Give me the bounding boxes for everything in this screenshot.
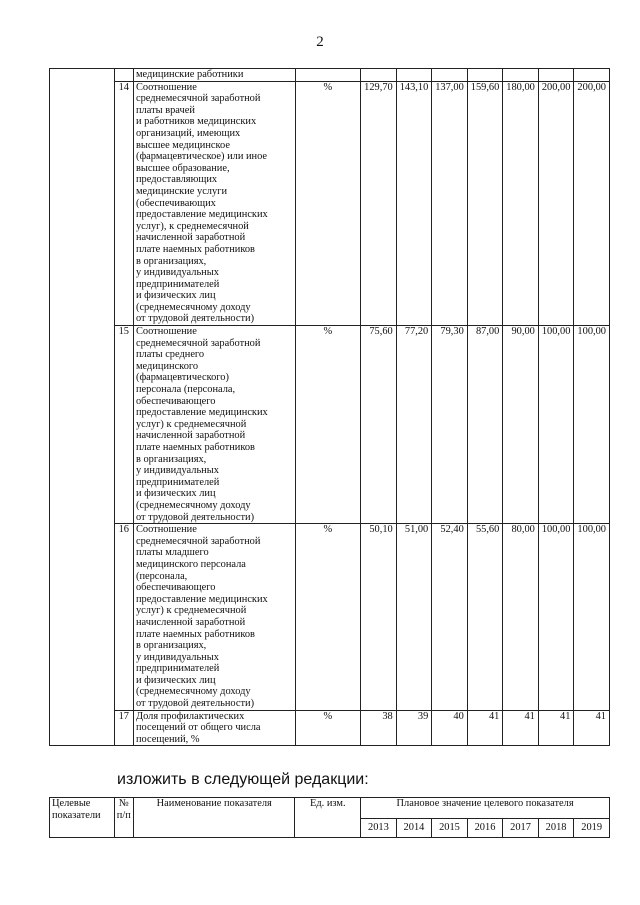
indicator-name-line: предоставление медицинских [135, 209, 268, 221]
indicator-name-line: в организациях, [135, 255, 207, 267]
value-cell: 50,10 [361, 524, 397, 711]
indicator-name-line: платы младшего [135, 547, 209, 559]
indicator-name-line: медицинского персонала [135, 558, 246, 570]
indicator-name-line: у индивидуальных [135, 465, 219, 477]
goal-cell [50, 69, 115, 746]
indicator-name-line: услуг), к среднемесячной [135, 220, 249, 232]
indicator-name-line: (среднемесячному доходу [135, 686, 251, 698]
indicator-name [133, 710, 295, 746]
header-year: 2014 [396, 819, 432, 838]
value-cell: 90,00 [503, 326, 539, 524]
value-cell: 143,10 [396, 81, 432, 325]
indicator-name-line: среднемесячной заработной [135, 93, 261, 105]
value-cell: 41 [503, 710, 539, 746]
value-cell: 41 [467, 710, 503, 746]
value-cell: 77,20 [396, 326, 432, 524]
indicator-name-line: услуг) к среднемесячной [135, 418, 247, 430]
indicator-name-line: Соотношение [135, 81, 197, 93]
table-row [50, 81, 610, 325]
header-year: 2016 [467, 819, 503, 838]
value-cell: 180,00 [503, 81, 539, 325]
value-cell: 80,00 [503, 524, 539, 711]
indicator-name-line: обеспечивающего [135, 395, 216, 407]
indicator-name-line: плате наемных работников [135, 628, 255, 640]
indicator-name-line: начисленной заработной [135, 430, 246, 442]
unit-cell: % [295, 81, 361, 325]
value-cell: 87,00 [467, 326, 503, 524]
value-cell: 159,60 [467, 81, 503, 325]
indicator-name-line: предоставление медицинских [135, 407, 268, 419]
value-cell: 55,60 [467, 524, 503, 711]
value-cell: 200,00 [538, 81, 574, 325]
value-cell: 41 [574, 710, 610, 746]
indicator-name-line: (обеспечивающих [135, 197, 216, 209]
indicator-name-line: предпринимателей [135, 476, 220, 488]
header-year: 2013 [361, 819, 397, 838]
row-number: 14 [114, 81, 133, 325]
value-cell: 100,00 [574, 326, 610, 524]
value-cell: 79,30 [432, 326, 468, 524]
value-cell: 100,00 [538, 524, 574, 711]
indicator-name-line: услуг) к среднемесячной [135, 605, 247, 617]
indicator-name-line: начисленной заработной [135, 232, 246, 244]
indicator-name-line: и работников медицинских [135, 116, 257, 128]
indicator-name-line: (фармацевтического) [135, 372, 229, 384]
header-year: 2019 [574, 819, 610, 838]
indicator-name-line: у индивидуальных [135, 651, 219, 663]
value-cell: 51,00 [396, 524, 432, 711]
indicator-name-line: высшее медицинское [135, 139, 230, 151]
indicator-name-line: организаций, имеющих [135, 127, 241, 139]
indicator-name-line: и физических лиц [135, 488, 216, 500]
indicator-name-line: в организациях, [135, 640, 207, 652]
indicator-name-line: и физических лиц [135, 290, 216, 302]
indicator-name-line: Соотношение [135, 326, 197, 338]
indicator-name-line: среднемесячной заработной [135, 337, 261, 349]
value-cell: 100,00 [538, 326, 574, 524]
header-year: 2015 [432, 819, 468, 838]
lead-text: изложить в следующей редакции: [117, 771, 369, 788]
indicator-name-line: от трудовой деятельности) [135, 698, 255, 710]
header-unit: Ед. изм. [295, 798, 361, 838]
indicators-table-new-header [49, 797, 610, 838]
indicator-name-line: плате наемных работников [135, 442, 255, 453]
indicators-table-old [49, 68, 610, 746]
header-goal: Целевые показатели [50, 798, 115, 838]
value-cell: 200,00 [574, 81, 610, 325]
value-cell: 52,40 [432, 524, 468, 711]
indicator-name-line: медицинского [135, 360, 199, 372]
indicator-name-line: от трудовой деятельности) [135, 511, 255, 523]
header-year: 2018 [538, 819, 574, 838]
table-row-continuation [50, 69, 610, 82]
value-cell: 38 [361, 710, 397, 746]
indicator-name-line: начисленной заработной [135, 616, 246, 628]
row-number: 16 [114, 524, 133, 711]
table-row [50, 524, 610, 711]
header-name: Наименование показателя [133, 798, 295, 838]
value-cell: 41 [538, 710, 574, 746]
indicator-name-line: в организациях, [135, 453, 207, 465]
indicator-name [133, 524, 295, 711]
indicator-name-line: медицинские услуги [135, 185, 228, 197]
indicator-name-line: персонала (персонала, [135, 384, 236, 396]
unit-cell: % [295, 326, 361, 524]
indicator-name-line: посещений от общего числа [135, 722, 261, 734]
value-cell: 100,00 [574, 524, 610, 711]
value-cell: 75,60 [361, 326, 397, 524]
indicator-name: медицинские работники [133, 69, 295, 82]
value-cell: 137,00 [432, 81, 468, 325]
indicator-name-line: Доля профилактических [135, 710, 245, 722]
unit-cell: % [295, 710, 361, 746]
row-number: 15 [114, 326, 133, 524]
header-year: 2017 [503, 819, 539, 838]
table-row [50, 326, 610, 524]
indicator-name-line: (фармацевтическое) или иное [135, 151, 268, 163]
indicator-name [133, 326, 295, 524]
indicator-name-line: предпринимателей [135, 278, 220, 290]
value-cell: 40 [432, 710, 468, 746]
indicator-name-line: плате наемных работников [135, 243, 255, 255]
indicator-name-line: высшее образование, [135, 162, 230, 174]
indicator-name-line: Соотношение [135, 524, 197, 536]
header-planned: Плановое значение целевого показателя [361, 798, 610, 819]
value-cell: 129,70 [361, 81, 397, 325]
indicator-name-line: предпринимателей [135, 663, 220, 675]
indicator-name-line: предоставление медицинских [135, 593, 268, 605]
indicator-name [133, 81, 295, 325]
page-number: 2 [316, 34, 324, 50]
indicator-name-line: (среднемесячному доходу [135, 301, 251, 313]
indicator-name-line: (среднемесячному доходу [135, 499, 251, 511]
unit-cell: % [295, 524, 361, 711]
indicator-name-line: обеспечивающего [135, 582, 216, 594]
indicator-name-line: (персонала, [135, 570, 188, 582]
indicator-name-line: среднемесячной заработной [135, 535, 261, 547]
indicator-name-line: у индивидуальных [135, 267, 219, 279]
table-row [50, 710, 610, 746]
row-number: 17 [114, 710, 133, 746]
indicator-name-line: платы врачей [135, 104, 195, 116]
indicator-name-line: посещений, % [135, 733, 200, 745]
indicator-name-line: платы среднего [135, 349, 205, 361]
indicator-name-line: и физических лиц [135, 674, 216, 686]
indicator-name-line: от трудовой деятельности) [135, 313, 255, 325]
value-cell: 39 [396, 710, 432, 746]
header-number: № п/п [114, 798, 133, 838]
indicator-name-line: предоставляющих [135, 174, 218, 186]
